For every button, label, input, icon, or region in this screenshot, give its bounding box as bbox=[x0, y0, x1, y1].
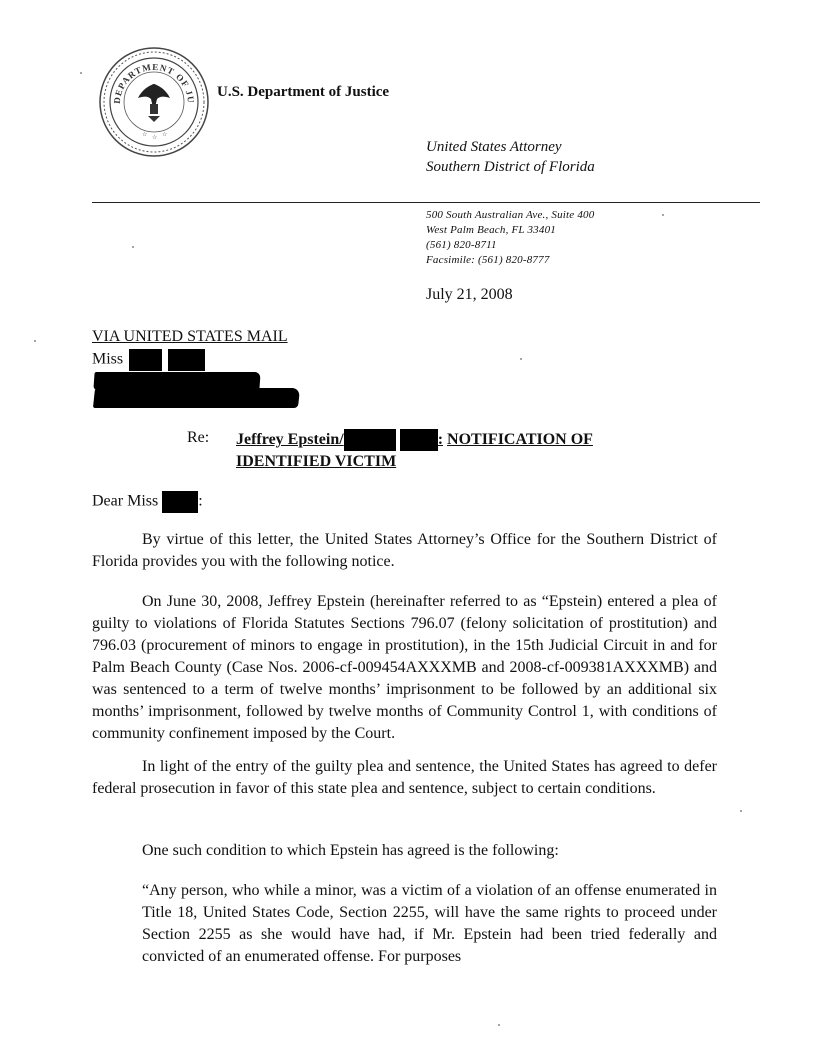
greeting bbox=[92, 491, 203, 513]
doj-seal-icon bbox=[98, 46, 210, 158]
svg-text:☆: ☆ bbox=[142, 132, 148, 138]
letterhead-divider bbox=[92, 202, 760, 203]
re-label: Re: bbox=[187, 429, 210, 446]
office-block bbox=[426, 137, 595, 177]
department-name: U.S. Department of Justice bbox=[217, 84, 390, 100]
office-district: Southern District of Florida bbox=[426, 159, 595, 175]
redaction-box bbox=[168, 349, 205, 371]
body-paragraph-4 bbox=[92, 840, 717, 862]
svg-text:☆: ☆ bbox=[152, 135, 158, 141]
greeting-suffix: : bbox=[198, 492, 203, 510]
body-text: In light of the entry of the guilty plea and sentence, the United States has agreed to defer federal prosecution in favor of this state plea and sentence, subject to certain conditions. bbox=[92, 758, 717, 797]
redaction-box bbox=[162, 491, 198, 513]
greeting-prefix: Dear Miss bbox=[92, 492, 159, 510]
seal-lettering: DEPARTMENT OF JU bbox=[111, 61, 197, 105]
address-fax: Facsimile: (561) 820-8777 bbox=[426, 254, 550, 266]
re-subject-separator: : bbox=[437, 431, 444, 448]
office-title: United States Attorney bbox=[426, 139, 562, 155]
redaction-box bbox=[129, 349, 162, 371]
address-block bbox=[426, 208, 594, 268]
recipient-prefix: Miss bbox=[92, 350, 124, 368]
address-city: West Palm Beach, FL 33401 bbox=[426, 224, 556, 236]
re-subject bbox=[236, 429, 593, 473]
redaction-box bbox=[400, 429, 438, 451]
body-text: One such condition to which Epstein has agreed is the following: bbox=[142, 842, 559, 859]
re-subject-name: Jeffrey Epstein/ bbox=[236, 431, 344, 448]
redacted-address bbox=[93, 388, 300, 408]
address-phone: (561) 820-8711 bbox=[426, 239, 497, 251]
recipient-name bbox=[92, 349, 205, 371]
body-text: On June 30, 2008, Jeffrey Epstein (hereinafter referred to as “Epstein) entered a plea of guilty to violations of Florida Statutes Sections 796.07 (felony solicitation of prostitution) and 796.03 (procurement of minors to engage in prostitution), in the 15th Judicial Circuit in and for Palm Beach County (Case Nos. 2006-cf-009454AXXXMB and 2008-cf-009381AXXXMB) and was sentenced to a term of twelve months’ imprisonment to be followed by an additional six months’ imprisonment, followed by twelve months of Community Control 1, with conditions of community confinement imposed by the Court. bbox=[92, 593, 717, 742]
body-paragraph-1 bbox=[92, 529, 717, 573]
body-text: By virtue of this letter, the United States Attorney’s Office for the Southern District of Florida provides you with the following notice. bbox=[92, 531, 717, 570]
body-paragraph-2 bbox=[92, 591, 717, 745]
letter-date: July 21, 2008 bbox=[426, 286, 513, 303]
svg-text:☆: ☆ bbox=[162, 132, 168, 138]
re-subject-line2: IDENTIFIED VICTIM bbox=[236, 453, 397, 470]
re-subject-title: NOTIFICATION OF bbox=[447, 431, 593, 448]
quoted-condition: “Any person, who while a minor, was a victim of a violation of an offense enumerated in Title 18, United States Code, Section 2255, will have the same rights to proceed under Section 2255 as she would have had, if Mr. Epstein had been tried federally and convicted of an enumerated offense. For purposes bbox=[142, 882, 717, 965]
body-paragraph-3 bbox=[92, 756, 717, 800]
redaction-box bbox=[344, 429, 396, 451]
address-street: 500 South Australian Ave., Suite 400 bbox=[426, 209, 595, 221]
delivery-method: VIA UNITED STATES MAIL bbox=[92, 328, 288, 345]
